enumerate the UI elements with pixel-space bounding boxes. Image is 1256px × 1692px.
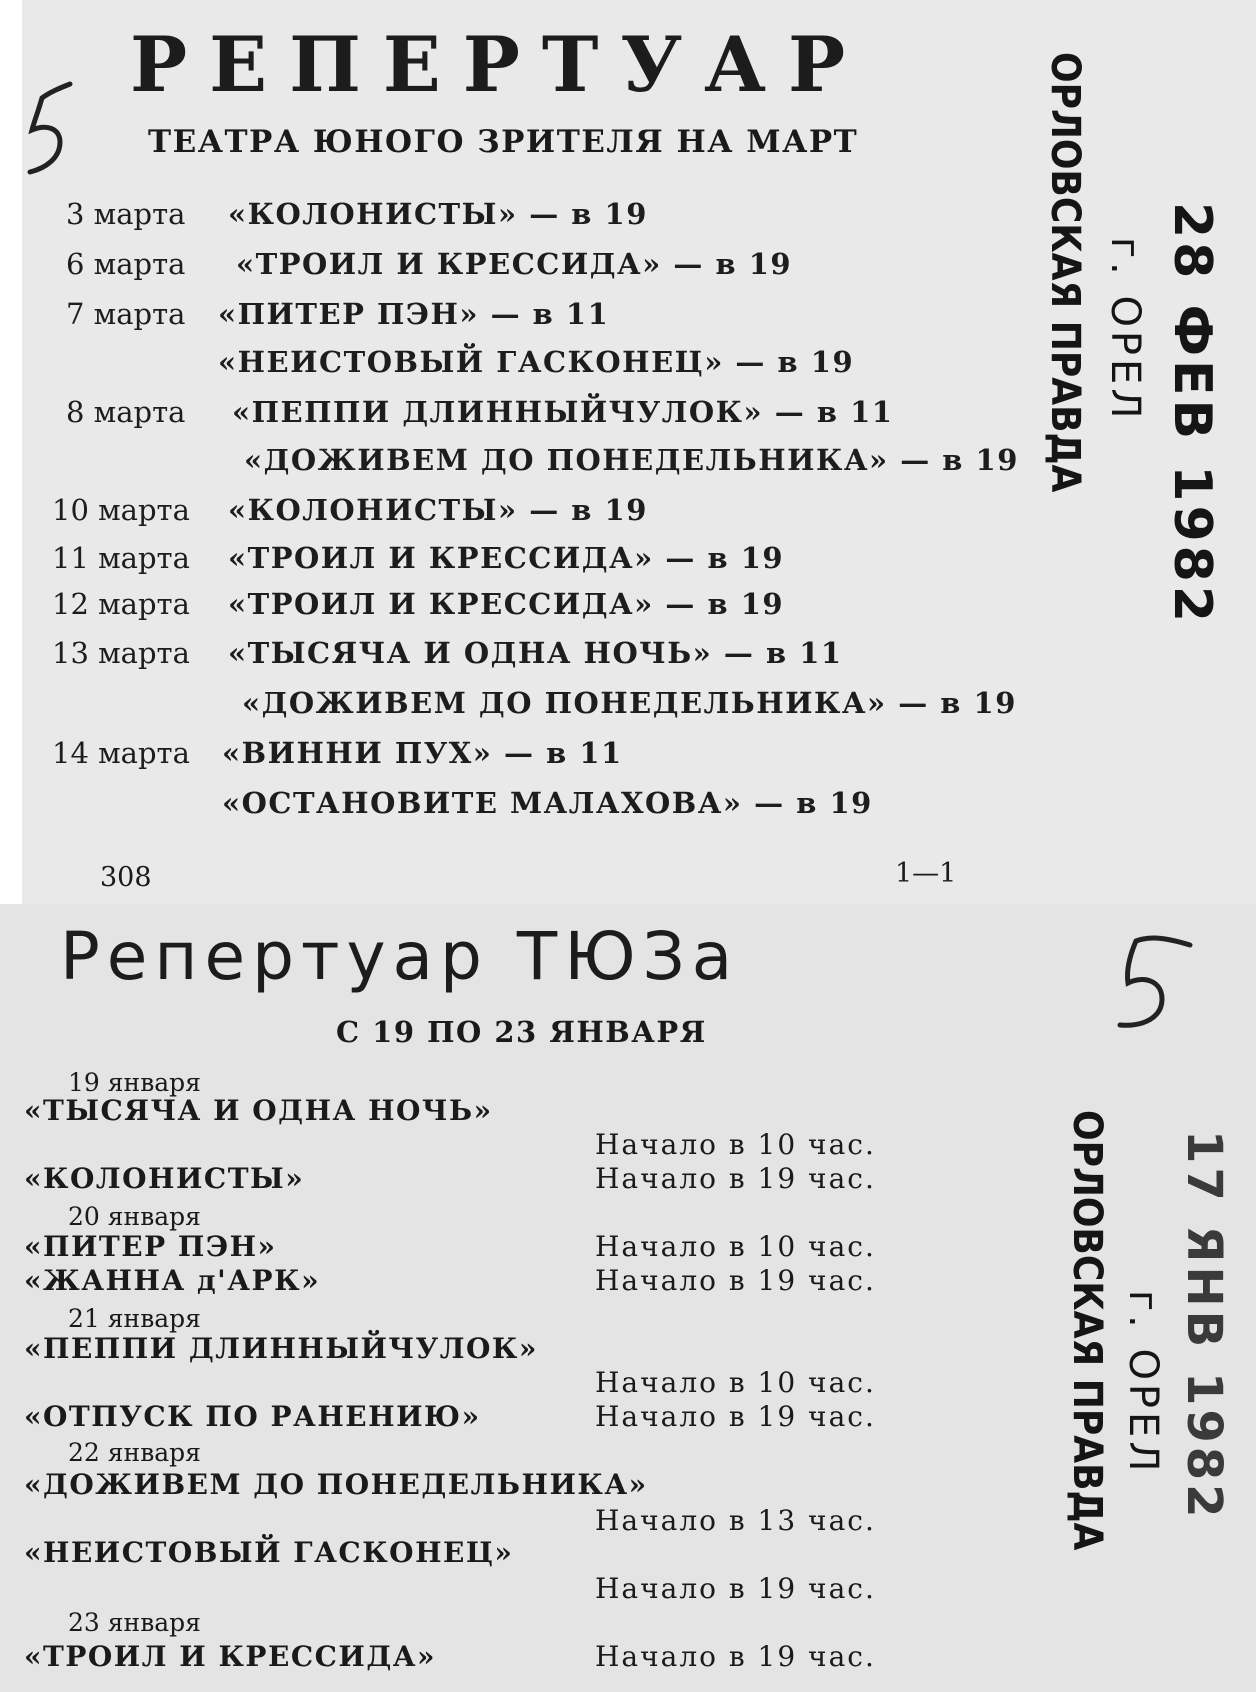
handwritten-number-mark	[20, 78, 80, 178]
start-time: Начало в 19 час.	[595, 1162, 876, 1195]
march-title: РЕПЕРТУАР	[130, 20, 868, 109]
play-title: «ТРОИЛ И КРЕССИДА»	[24, 1640, 437, 1673]
row-date: 10 марта	[52, 493, 190, 527]
row-show: «КОЛОНИСТЫ» — в 19	[228, 493, 648, 527]
row-show: «ТЫСЯЧА И ОДНА НОЧЬ» — в 11	[228, 636, 843, 670]
stamp-city: г. ОРЕЛ	[1120, 1290, 1166, 1476]
start-time: Начало в 19 час.	[595, 1572, 876, 1605]
stamp-newspaper-name: ОРЛОВСКАЯ ПРАВДА	[1042, 52, 1088, 493]
start-time: Начало в 10 час.	[595, 1230, 876, 1263]
play-title: «ТЫСЯЧА И ОДНА НОЧЬ»	[24, 1094, 493, 1127]
start-time: Начало в 13 час.	[595, 1504, 876, 1537]
row-show: «ВИННИ ПУХ» — в 11	[222, 736, 623, 770]
day-label: 20 января	[68, 1202, 201, 1231]
row-show: «НЕИСТОВЫЙ ГАСКОНЕЦ» — в 19	[218, 345, 855, 379]
start-time: Начало в 19 час.	[595, 1640, 876, 1673]
row-show: «ТРОИЛ И КРЕССИДА» — в 19	[236, 247, 793, 281]
start-time: Начало в 10 час.	[595, 1128, 876, 1161]
play-title: «ДОЖИВЕМ ДО ПОНЕДЕЛЬНИКА»	[24, 1468, 648, 1501]
row-show: «ПИТЕР ПЭН» — в 11	[218, 297, 610, 331]
day-label: 23 января	[68, 1608, 201, 1637]
play-title: «ЖАННА д'АРК»	[24, 1264, 321, 1297]
row-show: «ТРОИЛ И КРЕССИДА» — в 19	[228, 587, 785, 621]
row-date: 13 марта	[52, 636, 190, 670]
newspaper-stamp	[1064, 1110, 1232, 1550]
play-title: «КОЛОНИСТЫ»	[24, 1162, 305, 1195]
row-show: «ДОЖИВЕМ ДО ПОНЕДЕЛЬНИКА» — в 19	[244, 443, 1019, 477]
start-time: Начало в 19 час.	[595, 1400, 876, 1433]
stamp-city: г. ОРЕЛ	[1102, 237, 1148, 423]
row-show: «КОЛОНИСТЫ» — в 19	[228, 197, 648, 231]
row-date: 12 марта	[52, 587, 190, 621]
row-show: «ТРОИЛ И КРЕССИДА» — в 19	[228, 541, 785, 575]
day-label: 21 января	[68, 1304, 201, 1333]
day-label: 22 января	[68, 1438, 201, 1467]
newspaper-stamp	[1042, 52, 1222, 626]
row-date: 14 марта	[52, 736, 190, 770]
stamp-date: 17 ЯНВ 1982	[1176, 1130, 1232, 1522]
stamp-date: 28 ФЕВ 1982	[1162, 202, 1222, 627]
row-date: 7 марта	[66, 297, 186, 331]
start-time: Начало в 19 час.	[595, 1264, 876, 1297]
play-title: «ОТПУСК ПО РАНЕНИЮ»	[24, 1400, 481, 1433]
row-show: «ДОЖИВЕМ ДО ПОНЕДЕЛЬНИКА» — в 19	[242, 686, 1017, 720]
row-show: «ОСТАНОВИТЕ МАЛАХОВА» — в 19	[222, 786, 873, 820]
start-time: Начало в 10 час.	[595, 1366, 876, 1399]
stamp-newspaper-name: ОРЛОВСКАЯ ПРАВДА	[1064, 1110, 1110, 1551]
day-label: 19 января	[68, 1068, 201, 1097]
play-title: «ПИТЕР ПЭН»	[24, 1230, 277, 1263]
row-date: 3 марта	[66, 197, 186, 231]
row-show: «ПЕППИ ДЛИННЫЙЧУЛОК» — в 11	[232, 395, 894, 429]
handwritten-number-mark	[1100, 925, 1200, 1035]
january-subtitle: С 19 ПО 23 ЯНВАРЯ	[336, 1015, 707, 1049]
play-title: «ПЕППИ ДЛИННЫЙЧУЛОК»	[24, 1332, 538, 1365]
row-date: 8 марта	[66, 395, 186, 429]
row-date: 6 марта	[66, 247, 186, 281]
march-subtitle: ТЕАТРА ЮНОГО ЗРИТЕЛЯ НА МАРТ	[148, 124, 859, 160]
issue-number: 308	[100, 862, 152, 893]
run-marker: 1—1	[895, 858, 957, 889]
play-title: «НЕИСТОВЫЙ ГАСКОНЕЦ»	[24, 1536, 514, 1569]
january-title: Репертуар ТЮЗа	[60, 918, 740, 995]
row-date: 11 марта	[52, 541, 190, 575]
